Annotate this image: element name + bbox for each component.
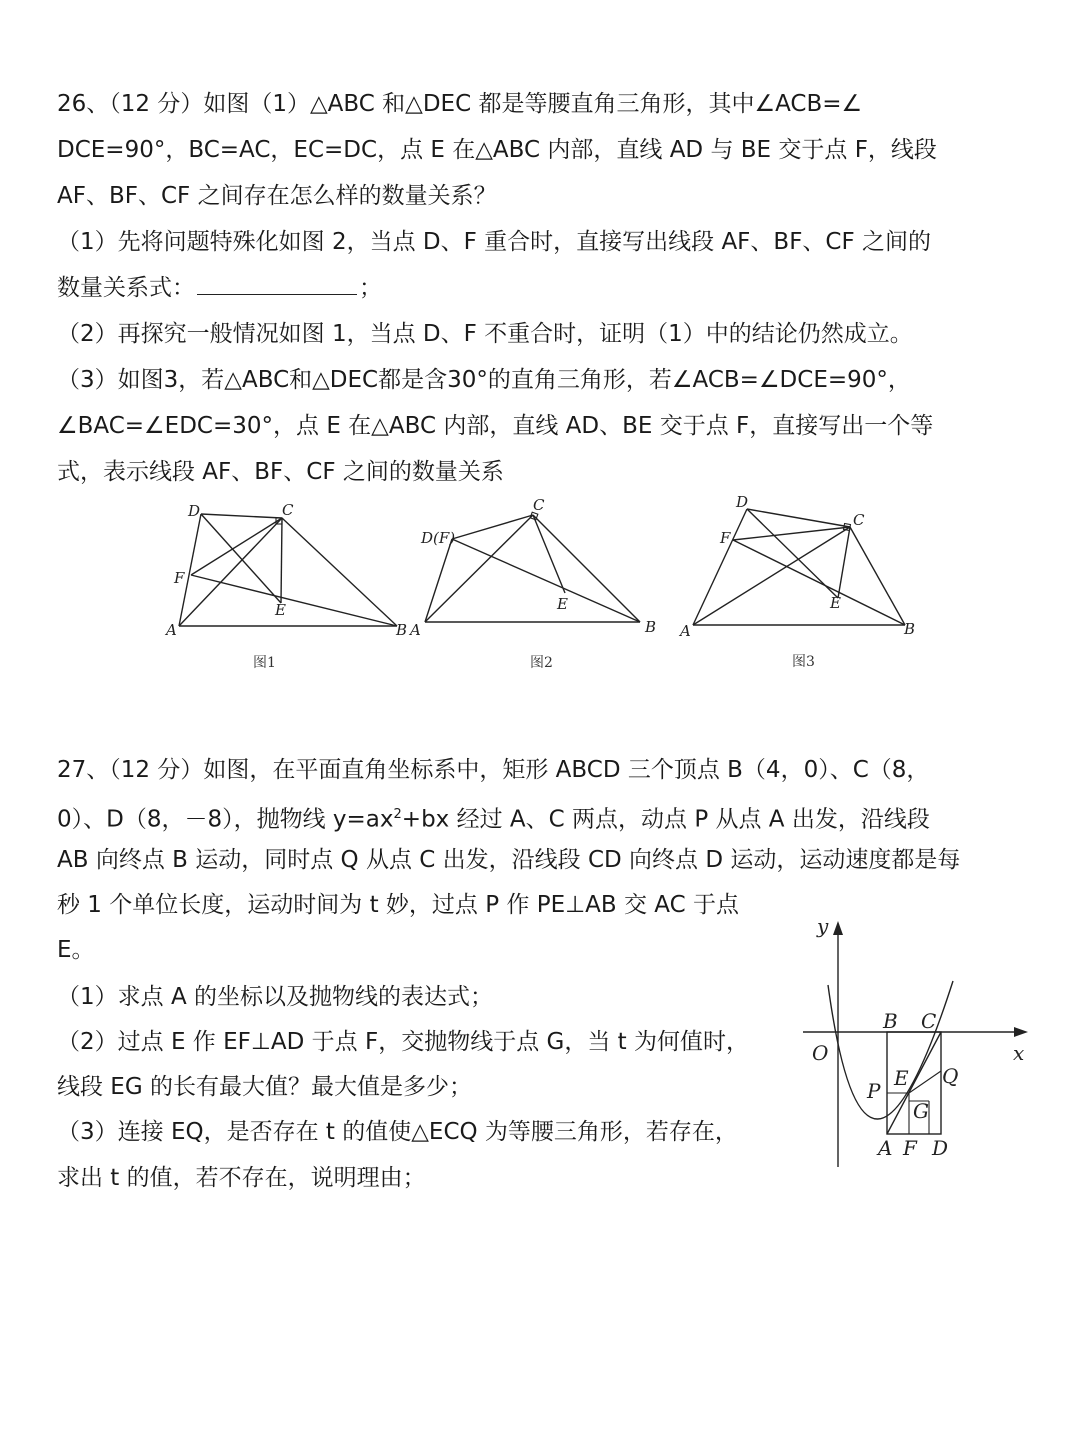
q27-part3-line-1: （3）连接 EQ，是否存在 t 的值使△ECQ 为等腰三角形，若存在， bbox=[57, 1119, 738, 1145]
fig1-label-A: A bbox=[166, 621, 177, 639]
q27-line-2-start: 0）、D（8，－8），抛物线 y=ax bbox=[57, 806, 394, 833]
q27-line-1: 27、（12 分）如图，在平面直角坐标系中，矩形 ABCD 三个顶点 B（4，0）、C（8， bbox=[57, 757, 930, 783]
fig1-label-E: E bbox=[275, 601, 286, 619]
point-label-G: G bbox=[913, 1099, 929, 1123]
figure-1 bbox=[160, 495, 420, 675]
answer-blank[interactable] bbox=[197, 274, 357, 295]
point-label-P: P bbox=[867, 1079, 881, 1103]
figure-3-diagram bbox=[672, 490, 932, 675]
q27-line-3: AB 向终点 B 运动，同时点 Q 从点 C 出发，沿线段 CD 向终点 D 运动，运动速度都是每 bbox=[57, 847, 961, 873]
q27-part1: （1）求点 A 的坐标以及抛物线的表达式； bbox=[57, 984, 493, 1010]
q27-part3-line-2: 求出 t 的值，若不存在，说明理由； bbox=[57, 1165, 426, 1191]
q26-part1-prompt: 数量关系式： bbox=[57, 275, 195, 301]
fig3-label-C: C bbox=[853, 511, 865, 529]
q26-part1-line-2 bbox=[57, 272, 382, 304]
q27-part2-line-1: （2）过点 E 作 EF⊥AD 于点 F，交抛物线于点 G，当 t 为何值时， bbox=[57, 1029, 749, 1055]
fig3-label-F: F bbox=[720, 529, 731, 547]
q26-part3-line-3: 式，表示线段 AF、BF、CF 之间的数量关系 bbox=[57, 459, 504, 485]
q26-part3-line-2: ∠BAC=∠EDC=30°，点 E 在△ABC 内部，直线 AD、BE 交于点 F，直接写出一个等 bbox=[57, 413, 934, 439]
fig2-caption: 图2 bbox=[530, 655, 553, 671]
fig1-caption: 图1 bbox=[253, 655, 276, 671]
fig2-label-DF: D(F) bbox=[421, 529, 456, 547]
q26-line-1: 26、（12 分）如图（1）△ABC 和△DEC 都是等腰直角三角形，其中∠ACB=∠ bbox=[57, 91, 863, 117]
fig3-label-B: B bbox=[904, 620, 916, 638]
fig2-label-C: C bbox=[533, 496, 545, 514]
q26-part3-line-1: （3）如图3，若△ABC和△DEC都是含30°的直角三角形，若∠ACB=∠DCE=90°， bbox=[57, 367, 911, 393]
fig3-caption: 图3 bbox=[792, 654, 815, 670]
figure-3 bbox=[672, 490, 932, 675]
q27-part2-line-2: 线段 EG 的长有最大值？最大值是多少； bbox=[57, 1074, 472, 1100]
axis-label-y: y bbox=[817, 914, 829, 938]
fig2-label-B: B bbox=[645, 618, 657, 636]
point-label-B: B bbox=[883, 1009, 898, 1033]
figure-1-diagram bbox=[160, 495, 420, 675]
q27-line-4: 秒 1 个单位长度，运动时间为 t 妙，过点 P 作 PE⊥AB 交 AC 于点 bbox=[57, 892, 739, 918]
point-label-A: A bbox=[878, 1136, 893, 1160]
figure-2-diagram bbox=[412, 495, 672, 675]
fig2-label-E: E bbox=[557, 595, 568, 613]
q27-line-2-end: +bx 经过 A、C 两点，动点 P 从点 A 出发，沿线段 bbox=[401, 806, 930, 833]
axis-label-x: x bbox=[1013, 1041, 1025, 1065]
fig1-label-B: B bbox=[396, 621, 408, 639]
figure-2 bbox=[412, 495, 672, 675]
fig3-label-D: D bbox=[736, 493, 749, 511]
point-label-F: F bbox=[903, 1136, 917, 1160]
fig1-label-D: D bbox=[188, 502, 201, 520]
point-label-E: E bbox=[894, 1066, 909, 1090]
fig3-label-A: A bbox=[680, 622, 691, 640]
q26-line-2: DCE=90°，BC=AC，EC=DC，点 E 在△ABC 内部，直线 AD 与 BE 交于点 F，线段 bbox=[57, 137, 937, 163]
fig1-label-F: F bbox=[174, 569, 185, 587]
coordinate-diagram bbox=[795, 905, 1045, 1180]
origin-label-O: O bbox=[812, 1041, 829, 1065]
fig2-label-A: A bbox=[410, 621, 421, 639]
fig1-label-C: C bbox=[282, 501, 294, 519]
q27-line-2 bbox=[57, 799, 930, 836]
q27-line-5: E。 bbox=[57, 937, 95, 963]
q26-part2: （2）再探究一般情况如图 1，当点 D、F 不重合时，证明（1）中的结论仍然成立。 bbox=[57, 321, 913, 347]
q26-part1-semicolon: ； bbox=[359, 275, 382, 301]
point-label-C: C bbox=[921, 1009, 937, 1033]
point-label-D: D bbox=[932, 1136, 949, 1160]
q26-line-3: AF、BF、CF 之间存在怎么样的数量关系？ bbox=[57, 183, 497, 209]
point-label-Q: Q bbox=[942, 1064, 959, 1088]
q27-exponent: 2 bbox=[393, 807, 402, 822]
q26-part1-line-1: （1）先将问题特殊化如图 2，当点 D、F 重合时，直接写出线段 AF、BF、CF 之间的 bbox=[57, 229, 932, 255]
q27-figure bbox=[795, 905, 1045, 1180]
fig3-label-E: E bbox=[830, 594, 841, 612]
